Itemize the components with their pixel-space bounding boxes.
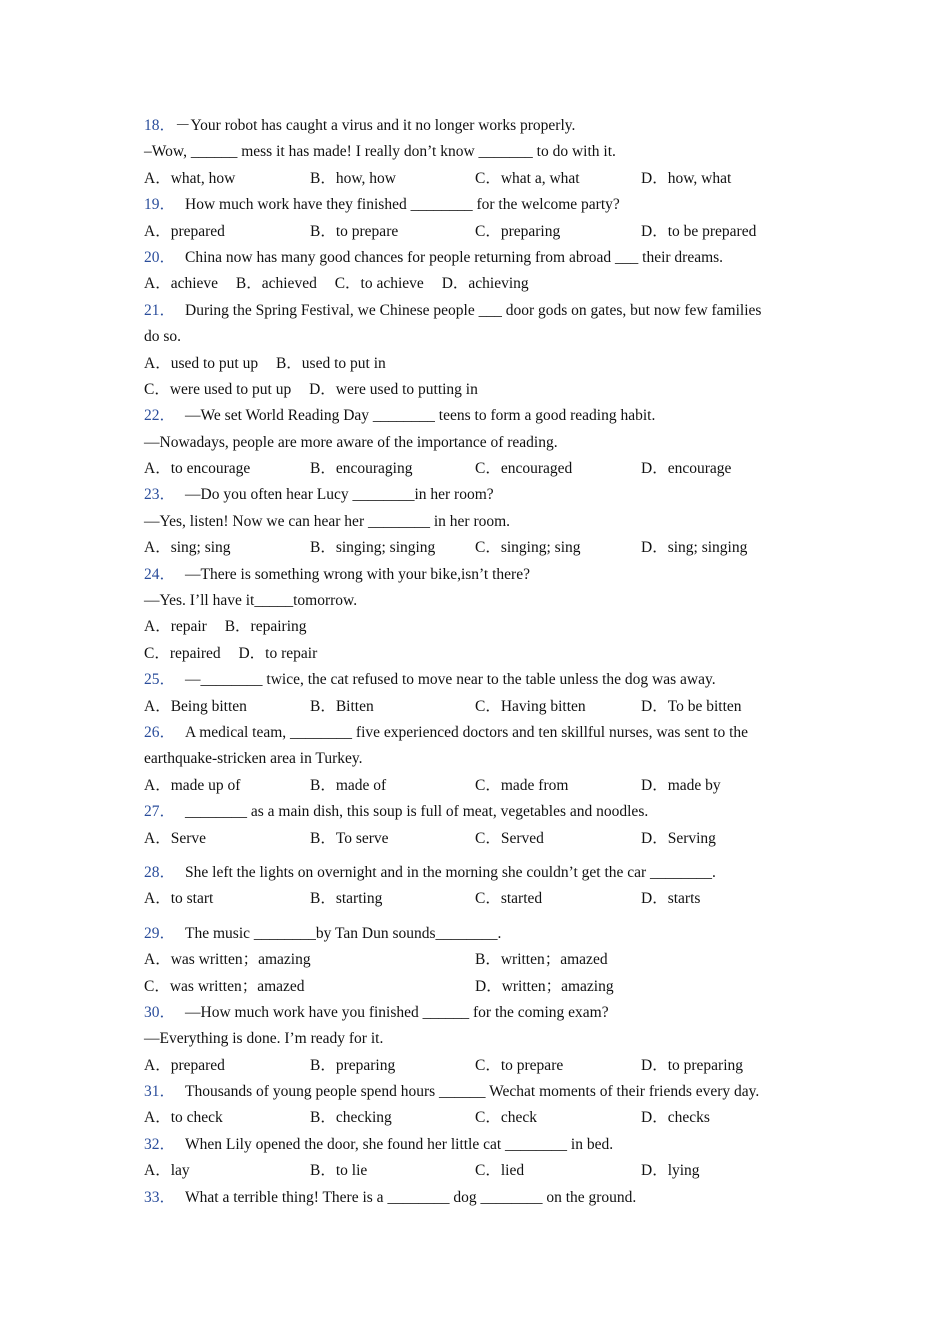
- option-c[interactable]: C．was written；amazed: [144, 977, 305, 995]
- question-number: 32．: [144, 1135, 176, 1153]
- question-19: [144, 192, 814, 218]
- question-text: A medical team, ________ five experienced doctors and ten skillful nurses, was sent to the: [185, 723, 749, 741]
- worksheet: [144, 113, 814, 1211]
- question-text: －Your robot has caught a virus and it no longer works properly.: [175, 117, 576, 134]
- option-d[interactable]: D．Serving: [641, 829, 716, 847]
- question-text-line: —Yes. I’ll have it_____tomorrow.: [144, 592, 358, 610]
- option-b[interactable]: B．encouraging: [310, 460, 413, 478]
- option-d[interactable]: D．to be prepared: [641, 222, 757, 240]
- option-c[interactable]: C．what a, what: [475, 169, 580, 187]
- options-row: [144, 947, 814, 973]
- question-text: What a terrible thing! There is a ________ dog ________ on the ground.: [185, 1188, 637, 1206]
- option-b[interactable]: B．written；amazed: [475, 951, 608, 969]
- question-text: During the Spring Festival, we Chinese people ___ door gods on gates, but now few families: [185, 301, 762, 319]
- options-row: [144, 773, 814, 799]
- option-b[interactable]: B．checking: [310, 1109, 392, 1127]
- option-d[interactable]: D．were used to putting in: [309, 380, 478, 398]
- question-text: How much work have they finished ________ for the welcome party?: [185, 196, 620, 214]
- option-b[interactable]: B．singing; singing: [310, 539, 436, 557]
- question-text-line: –Wow, ______ mess it has made! I really don’t know _______ to do with it.: [144, 143, 616, 161]
- option-a[interactable]: A．to start: [144, 890, 214, 908]
- options-row: [144, 886, 814, 912]
- option-a[interactable]: A．repair: [144, 618, 207, 636]
- options-row: [144, 351, 814, 377]
- question-32: [144, 1132, 814, 1158]
- question-text-line: earthquake-stricken area in Turkey.: [144, 750, 363, 768]
- option-a[interactable]: A．Serve: [144, 829, 206, 847]
- option-c[interactable]: C．check: [475, 1109, 537, 1127]
- option-a[interactable]: A．prepared: [144, 1056, 225, 1074]
- option-a[interactable]: A．achieve: [144, 275, 219, 293]
- question-23: [144, 482, 814, 508]
- question-31: [144, 1079, 814, 1105]
- question-text: —There is something wrong with your bike,isn’t there?: [185, 565, 530, 583]
- question-18: [144, 113, 814, 139]
- options-row: [144, 1053, 814, 1079]
- option-d[interactable]: D．encourage: [641, 460, 732, 478]
- question-text-line: —Yes, listen! Now we can hear her ________ in her room.: [144, 512, 511, 530]
- option-b[interactable]: B．made of: [310, 776, 387, 794]
- question-number: 22．: [144, 407, 176, 425]
- option-a[interactable]: A．lay: [144, 1162, 190, 1180]
- options-row: [144, 219, 814, 245]
- question-text: —We set World Reading Day ________ teens to form a good reading habit.: [185, 407, 656, 425]
- question-text: —How much work have you finished ______ for the coming exam?: [185, 1003, 609, 1021]
- question-text-line: —Everything is done. I’m ready for it.: [144, 1030, 384, 1048]
- question-text: The music ________by Tan Dun sounds________.: [185, 924, 502, 942]
- options-row: [144, 456, 814, 482]
- option-a[interactable]: A．to encourage: [144, 460, 251, 478]
- question-26: [144, 720, 814, 746]
- options-row: [144, 271, 814, 297]
- option-b[interactable]: B．used to put in: [275, 354, 386, 372]
- question-number: 27．: [144, 803, 176, 821]
- option-d[interactable]: D．sing; singing: [641, 539, 748, 557]
- question-number: 20．: [144, 248, 176, 266]
- options-row: [144, 694, 814, 720]
- question-text: Thousands of young people spend hours ______ Wechat moments of their friends every day.: [185, 1083, 760, 1101]
- option-c[interactable]: C．preparing: [475, 222, 561, 240]
- options-row: [144, 377, 814, 403]
- option-c[interactable]: C．made from: [475, 776, 569, 794]
- options-row: [144, 614, 814, 640]
- option-b[interactable]: B．to lie: [310, 1162, 368, 1180]
- question-25: [144, 667, 814, 693]
- option-d[interactable]: D．made by: [641, 776, 721, 794]
- option-d[interactable]: D．how, what: [641, 169, 732, 187]
- options-row: [144, 1158, 814, 1184]
- question-number: 24．: [144, 565, 176, 583]
- option-b[interactable]: B．To serve: [310, 829, 389, 847]
- question-number: 28．: [144, 863, 176, 881]
- option-b[interactable]: B．to prepare: [310, 222, 399, 240]
- question-number: 31．: [144, 1083, 176, 1101]
- option-c[interactable]: C．encouraged: [475, 460, 573, 478]
- question-text: She left the lights on overnight and in the morning she couldn’t get the car ________.: [185, 863, 716, 881]
- question-number: 26．: [144, 723, 176, 741]
- option-b[interactable]: B．how, how: [310, 169, 396, 187]
- question-text: When Lily opened the door, she found her little cat ________ in bed.: [185, 1135, 614, 1153]
- question-number: 29．: [144, 924, 176, 942]
- question-text: —________ twice, the cat refused to move near to the table unless the dog was away.: [185, 671, 716, 689]
- option-a[interactable]: A．made up of: [144, 776, 241, 794]
- options-row: [144, 166, 814, 192]
- question-27: [144, 799, 814, 825]
- question-30: [144, 1000, 814, 1026]
- options-row: [144, 974, 814, 1000]
- option-a[interactable]: A．sing; sing: [144, 539, 231, 557]
- options-row: [144, 535, 814, 561]
- question-text: China now has many good chances for people returning from abroad ___ their dreams.: [185, 248, 724, 266]
- option-c[interactable]: C．were used to put up: [144, 380, 292, 398]
- question-number: 18．: [144, 117, 176, 134]
- option-b[interactable]: B．achieved: [235, 275, 317, 293]
- question-text-line: —Nowadays, people are more aware of the importance of reading.: [144, 433, 558, 451]
- options-row: [144, 1105, 814, 1131]
- option-d[interactable]: D．starts: [641, 890, 701, 908]
- question-28: [144, 860, 814, 886]
- question-20: [144, 245, 814, 271]
- question-number: 33．: [144, 1188, 176, 1206]
- option-c[interactable]: C．lied: [475, 1162, 525, 1180]
- option-b[interactable]: B．starting: [310, 890, 383, 908]
- option-d[interactable]: D．checks: [641, 1109, 710, 1127]
- question-number: 21．: [144, 301, 176, 319]
- question-33: [144, 1185, 814, 1211]
- option-d[interactable]: D．achieving: [441, 275, 529, 293]
- option-a[interactable]: A．prepared: [144, 222, 225, 240]
- option-d[interactable]: D．to preparing: [641, 1056, 744, 1074]
- option-b[interactable]: B．repairing: [224, 618, 307, 636]
- option-c[interactable]: C．started: [475, 890, 543, 908]
- question-number: 19．: [144, 196, 176, 214]
- option-b[interactable]: B．Bitten: [310, 697, 374, 715]
- option-d[interactable]: D．To be bitten: [641, 697, 742, 715]
- question-22: [144, 403, 814, 429]
- question-29: [144, 921, 814, 947]
- options-row: [144, 826, 814, 852]
- question-text: ________ as a main dish, this soup is full of meat, vegetables and noodles.: [185, 803, 649, 821]
- option-c[interactable]: C．singing; sing: [475, 539, 581, 557]
- question-24: [144, 562, 814, 588]
- options-row: [144, 641, 814, 667]
- option-a[interactable]: A．to check: [144, 1109, 223, 1127]
- option-d[interactable]: D．written；amazing: [475, 977, 614, 995]
- option-a[interactable]: A．what, how: [144, 169, 236, 187]
- option-d[interactable]: D．to repair: [238, 644, 318, 662]
- option-c[interactable]: C．to prepare: [475, 1056, 564, 1074]
- option-b[interactable]: B．preparing: [310, 1056, 396, 1074]
- option-a[interactable]: A．was written；amazing: [144, 951, 311, 969]
- option-c[interactable]: C．Having bitten: [475, 697, 586, 715]
- question-text-line: do so.: [144, 328, 182, 346]
- question-21: [144, 298, 814, 324]
- option-c[interactable]: C．to achieve: [334, 275, 424, 293]
- option-a[interactable]: A．used to put up: [144, 354, 259, 372]
- question-text: —Do you often hear Lucy ________in her room?: [185, 486, 494, 504]
- option-c[interactable]: C．repaired: [144, 644, 221, 662]
- option-c[interactable]: C．Served: [475, 829, 544, 847]
- question-number: 25．: [144, 671, 176, 689]
- question-number: 23．: [144, 486, 176, 504]
- question-number: 30．: [144, 1003, 176, 1021]
- option-a[interactable]: A．Being bitten: [144, 697, 247, 715]
- option-d[interactable]: D．lying: [641, 1162, 700, 1180]
